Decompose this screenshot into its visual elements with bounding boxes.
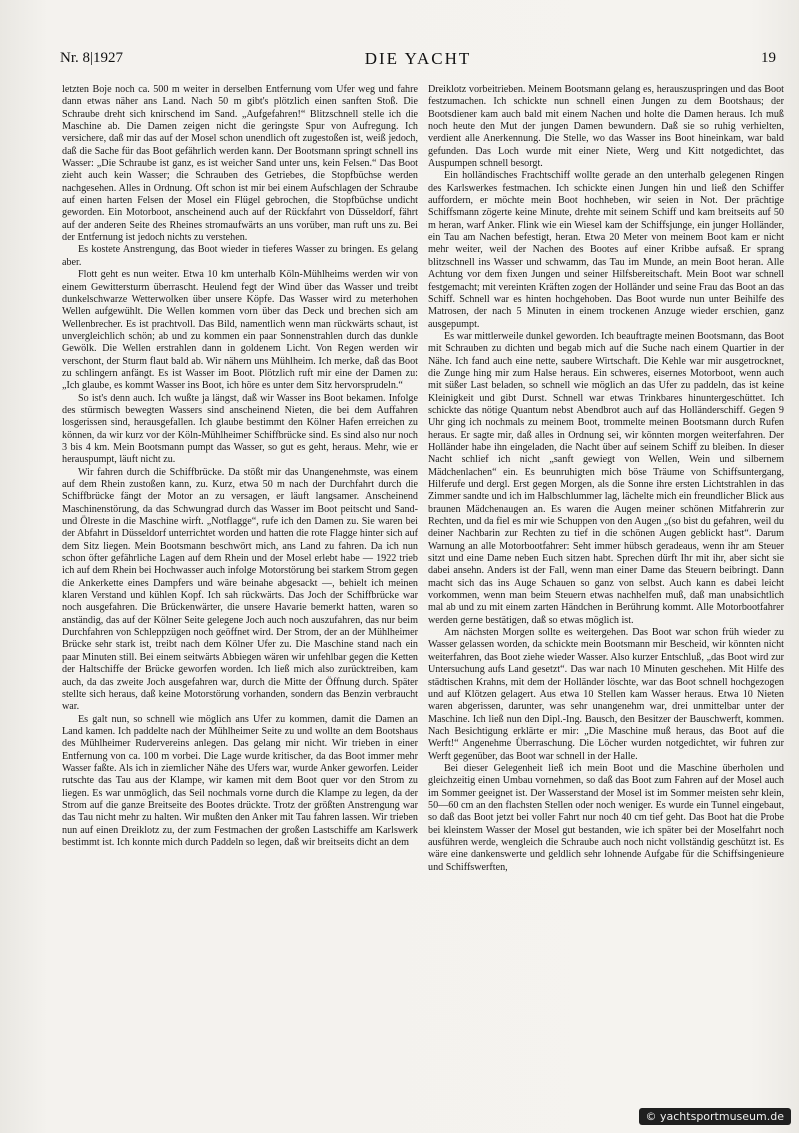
text-column-right: [428, 84, 784, 874]
text-column-left: [62, 84, 418, 849]
paragraph: Es war mittlerweile dunkel geworden. Ich beauftragte meinen Bootsmann, das Boot mit Schrauben zu dichten und begab mich auf die Suche nach einem Quartier in der Nähe. Ich fand auch eine nette, saubere Wirtschaft. Die Kehle war mir ausgetrocknet, die Zunge hing mir zum Halse heraus. Ein schweres, eisernes Motorboot, wenn auch mit süßer Last beladen, so schnell wie möglich an das Ufer zu paddeln, das ist keine Kleinigkeit und gibt Durst. Schnell war etwas Trinkbares hinuntergeschüttet. Ich schickte das nötige Quantum nebst Abendbrot auch auf das Holländerschiff. Gegen 9 Uhr ging ich nochmals zu meinem Boot, trommelte meinen Bootsmann durch Rufen heraus. Er sagte mir, daß alles in Ordnung sei, wir könnten morgen weiterfahren. Der Holländer habe ihn eingeladen, die Nacht über auf seinem Schiff zu bleiben. In dieser Nacht schlief ich nicht „sanft gewiegt von Wellen, Wein und silbernem Mädchenlachen“ ein. Es beunruhigten mich böse Träume von Schiffsuntergang, Hilferufe und dergl. Erst gegen Morgen, als die Sonne ihre ersten Lichtstrahlen in das Zimmer sandte und ich im Halbschlummer lag, lächelte mich ein freundlicher Blick aus braunen Mädchenaugen an. Es waren die Augen meiner schönen Mitfahrerin zur Rechten, und da fiel es mir wie Schuppen von den Augen „(so bist du gefahren, weil du deiner Nachbarin zur Rechten zu tief in die schönen Augen geblickt hast“. Darum Warnung an alle Motorbootfahrer: Seht immer hübsch geradeaus, wenn ihr am Steuer sitzt und eine Dame neben Euch sitzen habt. Sprechen dürft Ihr mit ihr, aber sicht sie dabei ansehn. Anders ist der Fall, wenn man einer Dame das Steuern beibringt. Dann macht sich das ins Auge Schauen so ganz von selbst. Auch kann es dabei leicht vorkommen, wenn man beim Steuern etwas nachhelfen muß, daß man unabsichtlich mal ab und zu mit einem zarten Händchen in Berührung kommt. Alle Motorbootfahrer werden gerne bestätigen, daß so etwas möglich ist.: [428, 330, 784, 626]
paragraph: So ist's denn auch. Ich wußte ja längst, daß wir Wasser ins Boot bekamen. Infolge des stürmisch bewegten Wassers sind anscheinend Nieten, die bei dem Auffahren losgerissen sind, herausgefallen. Ich glaube bestimmt den Kölner Hafen erreichen zu können, da wir kurz vor der Köln-Mühlheimer Schiffbrücke sind. Es sind also nur noch 3 bis 4 km. Mein Bootsmann pumpt das Wasser, so gut es geht, heraus. Mehr, wie er herauspumpt, läuft nicht zu.: [62, 392, 418, 466]
page-number: 19: [761, 50, 776, 66]
paragraph: Bei dieser Gelegenheit ließ ich mein Boot und die Maschine überholen und gleichzeitig einen Umbau vornehmen, so daß das Boot zum Fahren auf der Mosel auch im Sommer geeignet ist. Der Wasserstand der Mosel ist im Sommer meisten sehr klein, 50—60 cm an den flachsten Stellen oder noch weniger. Es wurde ein Tunnel eingebaut, so daß das Boot jetzt bei voller Fahrt nur noch 40 cm tief geht. Das Boot hat die Probe bei kleinstem Wasser der Mosel gut bestanden, wie ich später bei der Moselfahrt noch ausführen werde, wengleich die Schraube auch noch nicht vollständig geschützt ist. Es wäre eine dankenswerte und geldlich sehr lohnende Aufgabe für die Schiffsingenieure und Schiffswerften,: [428, 762, 784, 873]
paragraph: Am nächsten Morgen sollte es weitergehen. Das Boot war schon früh wieder zu Wasser gelassen worden, da schickte mein Bootsmann mir Bescheid, wir könnten nicht weiterfahren, das Boot ziehe wieder Wasser. Also kurzer Entschluß, „das Boot wird zur Untersuchung aufs Land gesetzt“. Das war nach 10 Minuten geschehen. Mit Hilfe des städtischen Krahns, mit dem der Holländer löschte, war das Boot schnell hochgezogen und auf Klötzen gelagert. Aus etwa 10 Stellen kam Wasser heraus. Etwa 10 Nieten waren abgerissen, darunter, was sehr unangenehm war, drei unmittelbar unter der Maschine. Ich ließ nun den Dipl.-Ing. Bausch, den Besitzer der Bauschwerft, kommen. Nach Besichtigung erklärte er mir: „Die Maschine muß heraus, das Boot auf die Werft!“ Angenehme Überraschung. Die Löcher wurden notgedichtet, wir fuhren zur Werft gegenüber, das Boot war schnell in der Halle.: [428, 627, 784, 762]
paragraph: letzten Boje noch ca. 500 m weiter in derselben Entfernung vom Ufer weg und fahre dann etwas näher ans Land. Nach 50 m gibt's plötzlich einen sanften Stoß. Die Schraube dreht sich knirschend im Sand. „Aufgefahren!“ Blitzschnell stelle ich die Maschine ab. Die Damen zeigen nicht die geringste Spur von Aufregung. Ich versichere, daß mir das auf der Mosel schon unendlich oft zugestoßen ist, weiß jedoch, daß die Sache für das Boot gefährlich werden kann. Der Bootsmann springt schnell ins Wasser: „Die Schraube ist ganz, es ist weicher Sand unter uns, kein Felsen.“ Das Boot zieht auch kein Wasser; die Schrauben des Getriebes, die Stopfbüchse werden nachgesehen. Alles in Ordnung. Oft schon ist mir bei einem Aufschlagen der Schraube auf einen harten Felsen der Mosel ein Flügel gebrochen, die Stopfbüchse undicht geworden. Ein Motorboot, anscheinend auch auf der Rückfahrt von Düsseldorf, fährt auf der anderen Seite des Rheines stromaufwärts an uns vorüber, man ruft uns zu. Bei der Entfernung ist jedoch nichts zu verstehen.: [62, 84, 418, 244]
page-header: [60, 48, 776, 74]
paragraph: Flott geht es nun weiter. Etwa 10 km unterhalb Köln-Mühlheims werden wir von einem Gewittersturm überrascht. Heulend fegt der Wind über das Wasser und treibt dunkelschwarze Wetterwolken über unsere Köpfe. Das Wasser wird zu meterhohen Wellen aufgewühlt. Die Wellen kommen vorn über das Deck und brechen sich am Wellenbrecher. Es ist prachtvoll. Das Bild, namentlich wenn man rückwärts schaut, ist unvergleichlich schön; ab und zu kommen ein paar Sonnenstrahlen durch das dunkle Gewölk. Die Wellen erstrahlen dann in goldenem Licht. Von Regen werden wir verschont, der Sturm flaut bald ab. Wir nähern uns Mühlheim. Ich merke, daß das Boot zu schlingern anfängt. Es ist Wasser im Boot. Plötzlich ruft mir eine der Damen zu: „Ich glaube, es kommt Wasser ins Boot, ich höre es unter dem Sitz hervorsprudeln.“: [62, 269, 418, 392]
paragraph: Dreiklotz vorbeitrieben. Meinem Bootsmann gelang es, herauszuspringen und das Boot festzumachen. Ich schickte nun schnell einen Jungen zu dem Bootshaus; der Bootsdiener kam auch bald mit einem Nachen und holte die Damen heraus. Ich muß noch heute den Mut der jungen Damen bewundern. Daß sie so ruhig verhielten, verdient alle Anerkennung. Die Stelle, wo das Wasser ins Boot hineinkam, war bald gefunden. Das Loch wurde mit einer Niete, Werg und Kitt notgedichtet, das Auspumpen schnell besorgt.: [428, 84, 784, 170]
paragraph: Ein holländisches Frachtschiff wollte gerade an den unterhalb gelegenen Ringen des Karlswerkes festmachen. Ich schickte einen Jungen hin und ließ den Schiffer auffordern, er möchte mein Boot hochheben, wir seien in Not. Der prächtige Schiffsmann zögerte keine Minute, drehte mit seinem Schiff und kam breitseits auf 50 m heran, warf Anker. Flink wie ein Wiesel kam der Schiffsjunge, ein junger Holländer, ein Tau am Nachen befestigt, heran. Etwa 20 Meter von meinem Boot kam er nicht mehr weiter, weil der Nachen des Bootes auf einer Kribbe aufsaß. Er sprang blitzschnell ins Wasser und schwamm, das Tau im Munde, an mein Boot heran. Alle Achtung vor dem fixen Jungen und seiner Hilfsbereitschaft. Mein Boot war schnell festgemacht; mit vereinten Kräften zogen der Holländer und seine Frau das Boot an das Schiff. Schnell war es hinten hochgehoben. Das Boot wurde nun unter Beihilfe des Matrosen, der nach 5 Minuten in einem trockenen Anzuge wieder erschien, ganz ausgepumpt.: [428, 170, 784, 330]
paragraph: Wir fahren durch die Schiffbrücke. Da stößt mir das Unangenehmste, was einem auf dem Rhein zustoßen kann, zu. Kurz, etwa 50 m nach der Durchfahrt durch die Schiffbrücke fängt der Motor an zu versagen, er läuft langsamer. Anscheinend Maschinenstörung, da das Schwungrad durch das Wasser im Boot peitscht und Sand- und Ölreste in die Maschine wirft. „Notflagge“, rufe ich den Damen zu. Sie waren bei der Abfahrt in Düsseldorf unterrichtet worden und hatten die rote Flagge hinter sich auf dem Sitz liegen. Mein Bootsmann beschwört mich, ans Land zu fahren. Da ich nun schon öfter gefährliche Lagen auf dem Rhein und der Mosel erlebt habe — 1922 trieb ich auf dem Rhein bei Hochwasser auch infolge Motorstörung bei starkem Strom gegen die Ankerkette eines Dampfers und wäre beinahe abgesackt —, behielt ich meinen klaren Verstand und kühlen Kopf. Ich sah rückwärts. Das Joch der Schiffbrücke war noch ausgefahren. Die Brückenwärter, die unsere Havarie bemerkt hatten, waren so anständig, das auf der Kölner Seite gelegene Joch auch noch auszufahren, das nur beim Durchfahren von Schleppzügen noch geöffnet wird. Der Strom, der an der Mühlheimer Brücke sehr stark ist, treibt nach dem Kölner Ufer zu. Die Maschine stand nach ein paar Minuten still. Bei einem seitwärts Abbiegen wären wir unfehlbar gegen die Ketten der Haltschiffe der Brücke geworfen worden. Ich ließ mich also zurücktreiben, kam auch, da das zweite Joch ausgefahren war, durch die Mitte der Öffnung durch. Später stellte sich heraus, daß keine Motorstörung vorhanden, sondern das Benzin verbraucht war.: [62, 466, 418, 713]
paragraph: Es kostete Anstrengung, das Boot wieder in tieferes Wasser zu bringen. Es gelang aber.: [62, 244, 418, 268]
paragraph: Es galt nun, so schnell wie möglich ans Ufer zu kommen, damit die Damen an Land kamen. Ich paddelte nach der Mühlheimer Seite zu und wollte an dem Bootshaus des Mühlheimer Rudervereins anlegen. Das gelang mir nicht. Wir trieben in einer Entfernung von ca. 100 m vorbei. Die Lage wurde kritischer, da das Boot immer mehr Wasser faßte. Als ich in ziemlicher Nähe des Ufers war, wurde Anker geworfen. Leider rutschte das Tau aus der Klampe, wir kamen mit dem Boot quer vor den Strom zu liegen. Es war unmöglich, das Seil nochmals vorne durch die Klampe zu legen, da der Strom auf die ganze Breitseite des Bootes drückte. Trotz der größten Anstrengung war das Tau nicht mehr zu halten. Wir mußten den Anker mit Tau fahren lassen. Wir trieben nun auf einen Dreiklotz zu, der zum Festmachen der großen Lastschiffe am Karlswerk bestimmt ist. Ich konnte mich durch Paddeln so legen, daß wir breitseits dicht an dem: [62, 713, 418, 848]
magazine-title: DIE YACHT: [364, 49, 472, 68]
issue-number: Nr. 8|1927: [60, 50, 124, 66]
copyright-watermark: © yachtsportmuseum.de: [639, 1108, 791, 1125]
